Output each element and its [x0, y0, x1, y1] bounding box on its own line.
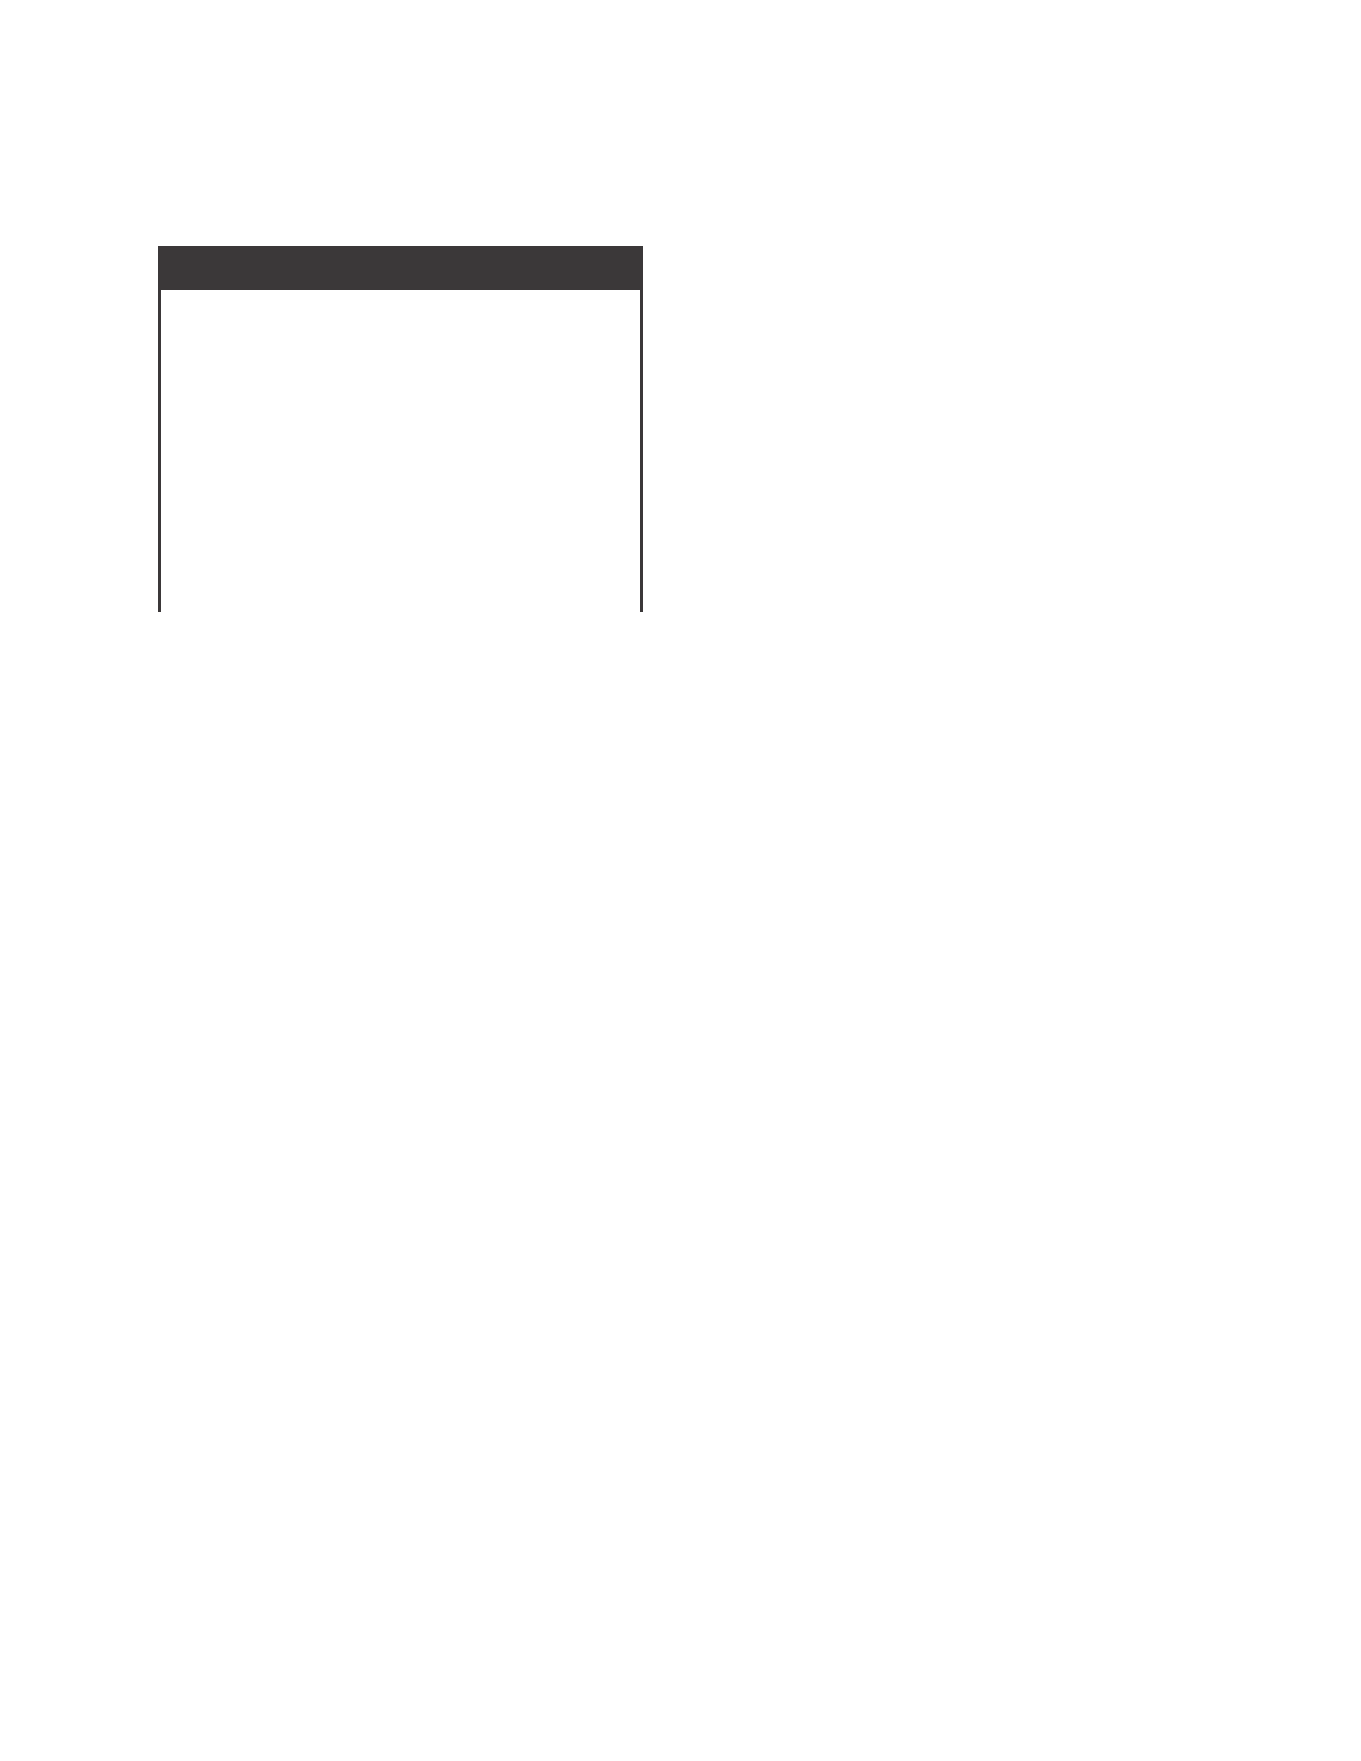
special-function-title: [158, 246, 643, 290]
special-function-screen-frame: [158, 246, 643, 612]
